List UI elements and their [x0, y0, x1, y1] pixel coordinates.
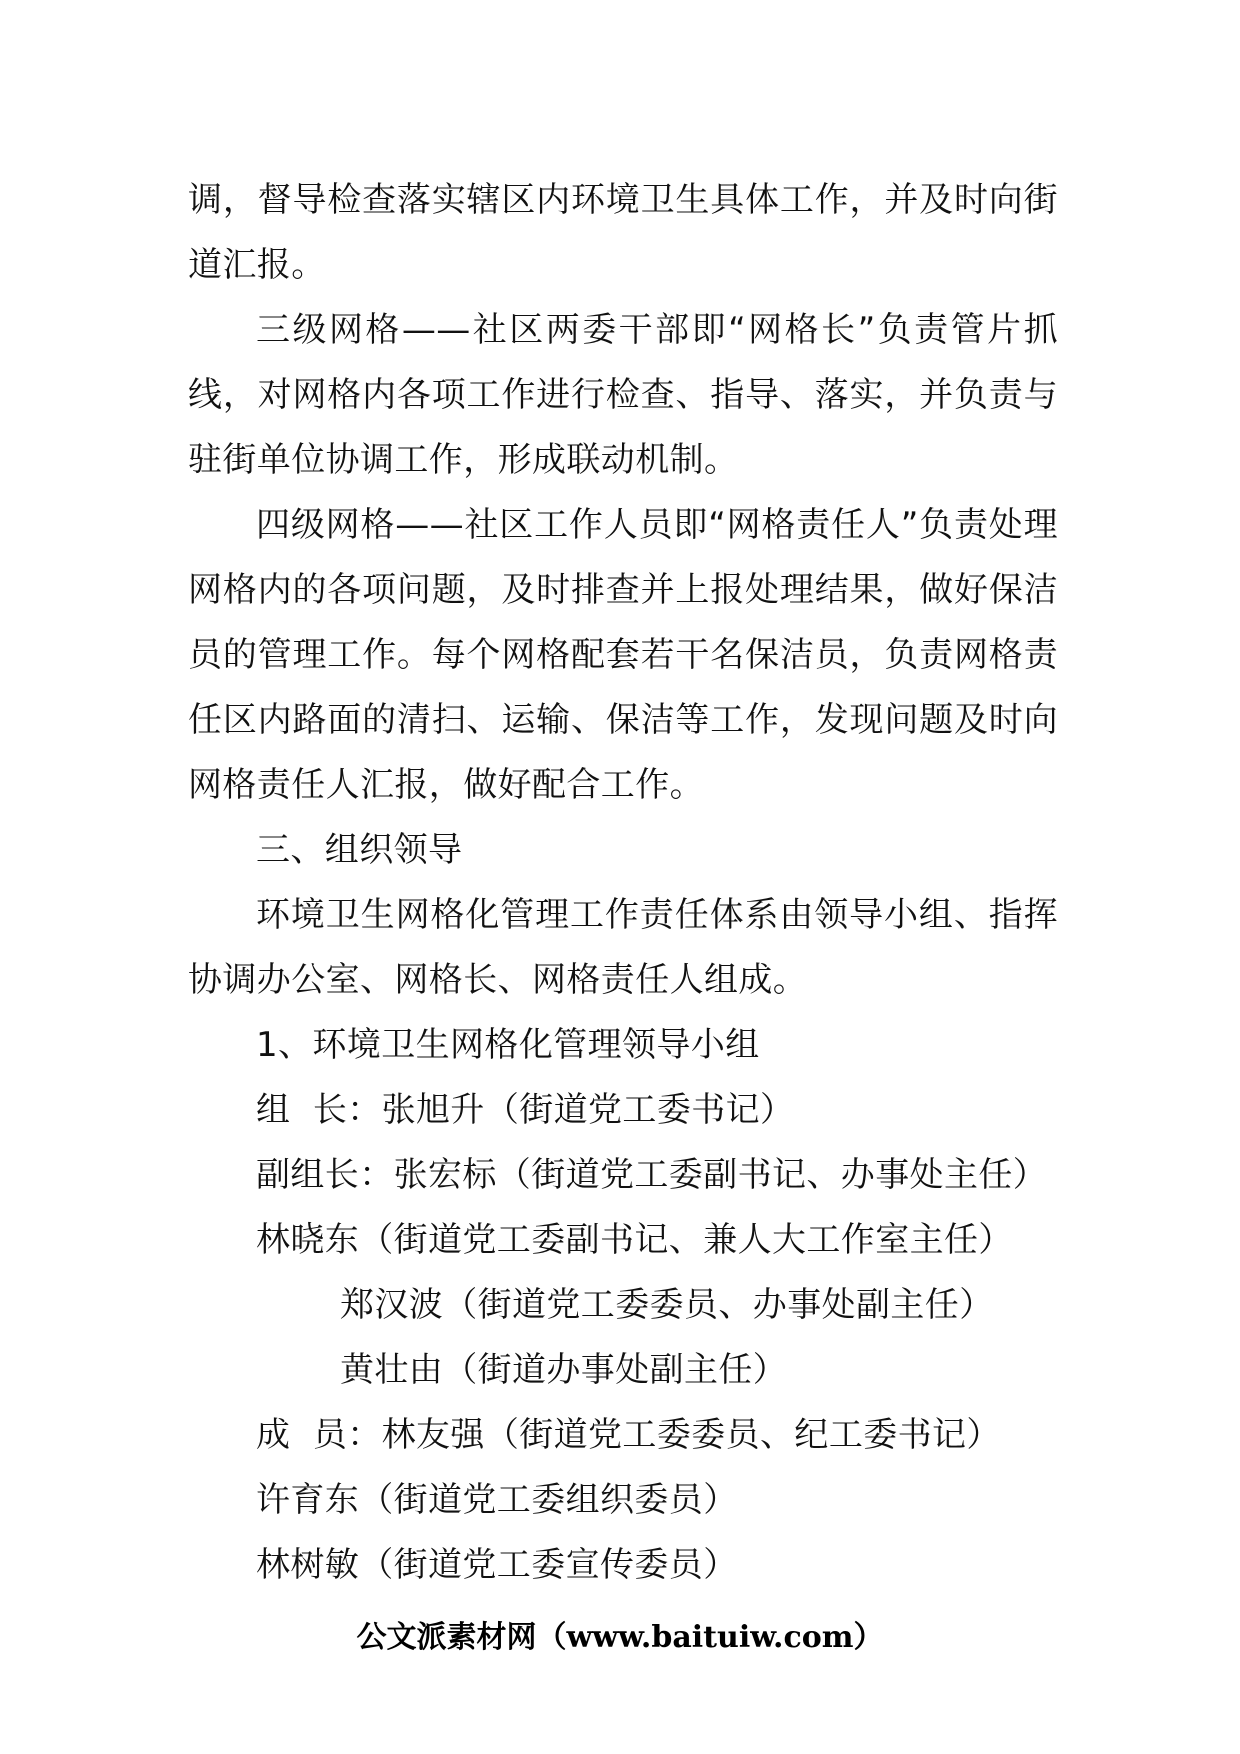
footer-watermark: 公文派素材网（www.baituiw.com）: [356, 1620, 884, 1655]
roster-line: 成 员：林友强（街道党工委委员、纪工委书记）: [256, 1415, 1001, 1455]
paragraph-continuation: 调，督导检查落实辖区内环境卫生具体工作，并及时向街道汇报。: [188, 180, 1058, 285]
roster-line: 副组长：张宏标（街道党工委副书记、办事处主任）: [256, 1155, 1048, 1195]
paragraph-responsibility-system: 环境卫生网格化管理工作责任体系由领导小组、指挥协调办公室、网格长、网格责任人组成。: [188, 895, 1058, 1000]
paragraph-level-three-grid: 三级网格——社区两委干部即“网格长”负责管片抓线，对网格内各项工作进行检查、指导、落实，并负责与驻街单位协调工作，形成联动机制。: [188, 310, 1058, 480]
roster-line: 林树敏（街道党工委宣传委员）: [256, 1545, 738, 1585]
section-heading-organization: 三、组织领导: [256, 830, 463, 870]
roster-line: 许育东（街道党工委组织委员）: [256, 1480, 738, 1520]
roster-line: 黄壮由（街道办事处副主任）: [340, 1350, 788, 1390]
roster-line: 组 长：张旭升（街道党工委书记）: [256, 1090, 795, 1130]
roster-line: 郑汉波（街道党工委委员、办事处副主任）: [340, 1285, 994, 1325]
document-body: [188, 168, 1058, 1598]
subheading-leadership-group: 1、环境卫生网格化管理领导小组: [256, 1025, 760, 1065]
paragraph-level-four-grid: 四级网格——社区工作人员即“网格责任人”负责处理网格内的各项问题，及时排查并上报处理结果，做好保洁员的管理工作。每个网格配套若干名保洁员，负责网格责任区内路面的清扫、运输、保洁等工作，发现问题及时向网格责任人汇报，做好配合工作。: [188, 505, 1058, 805]
roster-line: 林晓东（街道党工委副书记、兼人大工作室主任）: [256, 1220, 1013, 1260]
